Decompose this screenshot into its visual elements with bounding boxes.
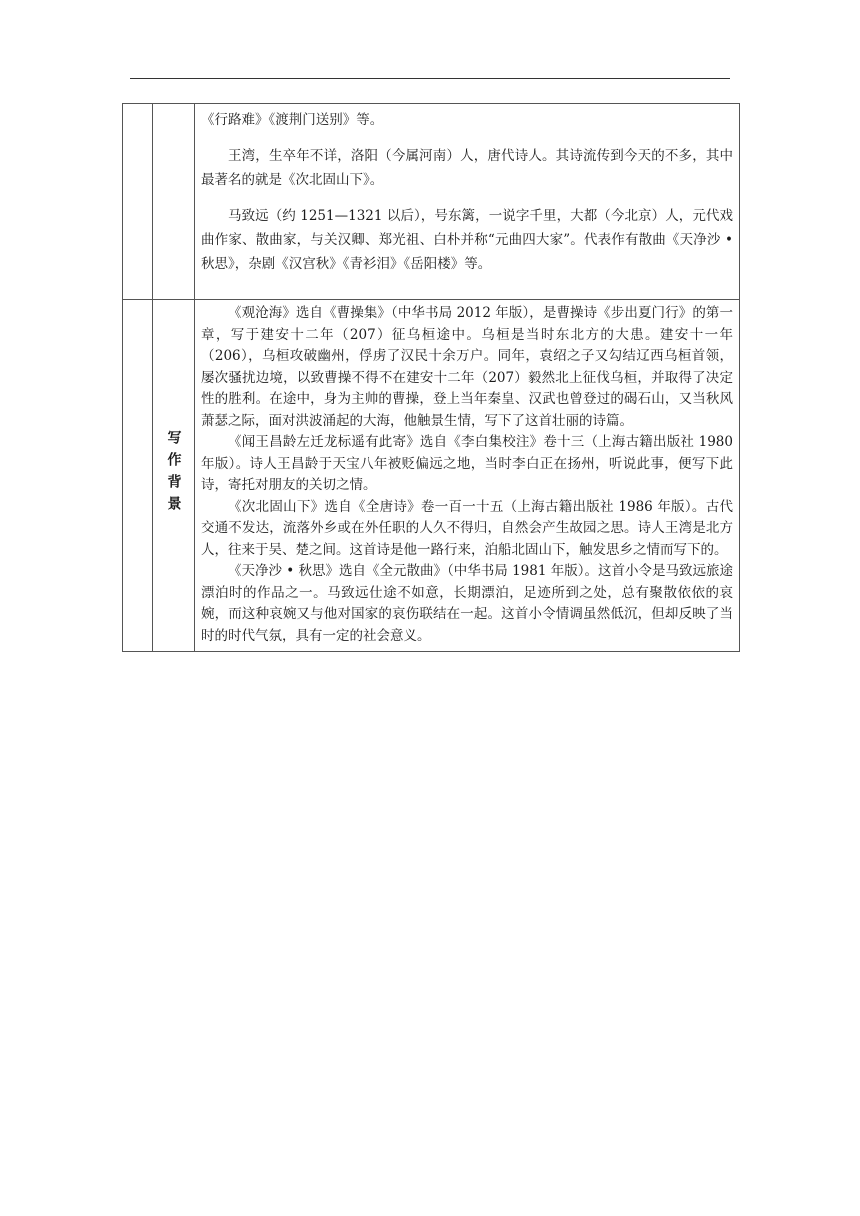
background-paragraph-tian-jing-sha: 《天净沙 • 秋思》选自《全元散曲》（中华书局 1981 年版）。这首小令是马致远旅途漂泊时的作品之一。马致远仕途不如意，长期漂泊，足迹所到之处，总有聚散依依的哀婉，而这种哀婉又与他对国家的哀伤联结在一起。这首小令情调虽然低沉，但却反映了当时的时代气氛，具有一定的社会意义。 <box>201 563 733 644</box>
row2-empty-cell <box>123 300 153 652</box>
header-rule <box>130 78 730 79</box>
writing-background-cell <box>195 300 740 652</box>
content-table <box>122 103 740 652</box>
row1-empty-cell-2 <box>153 104 195 300</box>
writing-background-label: 写作背景 <box>165 429 182 518</box>
background-paragraph-ci-beigushan: 《次北固山下》选自《全唐诗》卷一百一十五（上海古籍出版社 1986 年版）。古代交通不发达，流落外乡或在外任职的人久不得归，自然会产生故园之思。诗人王湾是北方人，往来于吴、楚之间。这首诗是他一路行来，泊船北固山下，触发思乡之情而写下的。 <box>201 498 733 558</box>
bio-paragraph-ma-zhiyuan: 马致远（约 1251—1321 以后），号东篱，一说字千里，大都（今北京）人，元代戏曲作家、散曲家，与关汉卿、郑光祖、白朴并称“元曲四大家”。代表作有散曲《天净沙 • 秋思》，杂剧《汉宫秋》《青衫泪》《岳阳楼》等。 <box>201 208 733 272</box>
writing-background-label-cell <box>153 300 195 652</box>
table-row-writing-background <box>123 300 740 652</box>
row1-empty-cell-1 <box>123 104 153 300</box>
table-row-author-bios <box>123 104 740 300</box>
bio-paragraph-continued: 《行路难》《渡荆门送别》等。 <box>201 112 384 128</box>
bio-paragraph-wang-wan: 王湾，生卒年不详，洛阳（今属河南）人，唐代诗人。其诗流传到今天的不多，其中最著名的就是《次北固山下》。 <box>201 148 733 188</box>
background-paragraph-guan-cang-hai: 《观沧海》选自《曹操集》（中华书局 2012 年版），是曹操诗《步出夏门行》的第一章，写于建安十二年（207）征乌桓途中。乌桓是当时东北方的大患。建安十一年（206），乌桓攻破幽州，俘虏了汉民十余万户。同年，袁绍之子又勾结辽西乌桓首领，屡次骚扰边境，以致曹操不得不在建安十二年（207）毅然北上征伐乌桓，并取得了决定性的胜利。在途中，身为主帅的曹操，登上当年秦皇、汉武也曾登过的碣石山，又当秋风萧瑟之际，面对洪波涌起的大海，他触景生情，写下了这首壮丽的诗篇。 <box>201 305 733 429</box>
author-bio-cell <box>195 104 740 300</box>
background-paragraph-wen-wang-changling: 《闻王昌龄左迁龙标遥有此寄》选自《李白集校注》卷十三（上海古籍出版社 1980 年版）。诗人王昌龄于天宝八年被贬偏远之地，当时李白正在扬州，听说此事，便写下此诗，寄托对朋友的关切之情。 <box>201 434 733 493</box>
